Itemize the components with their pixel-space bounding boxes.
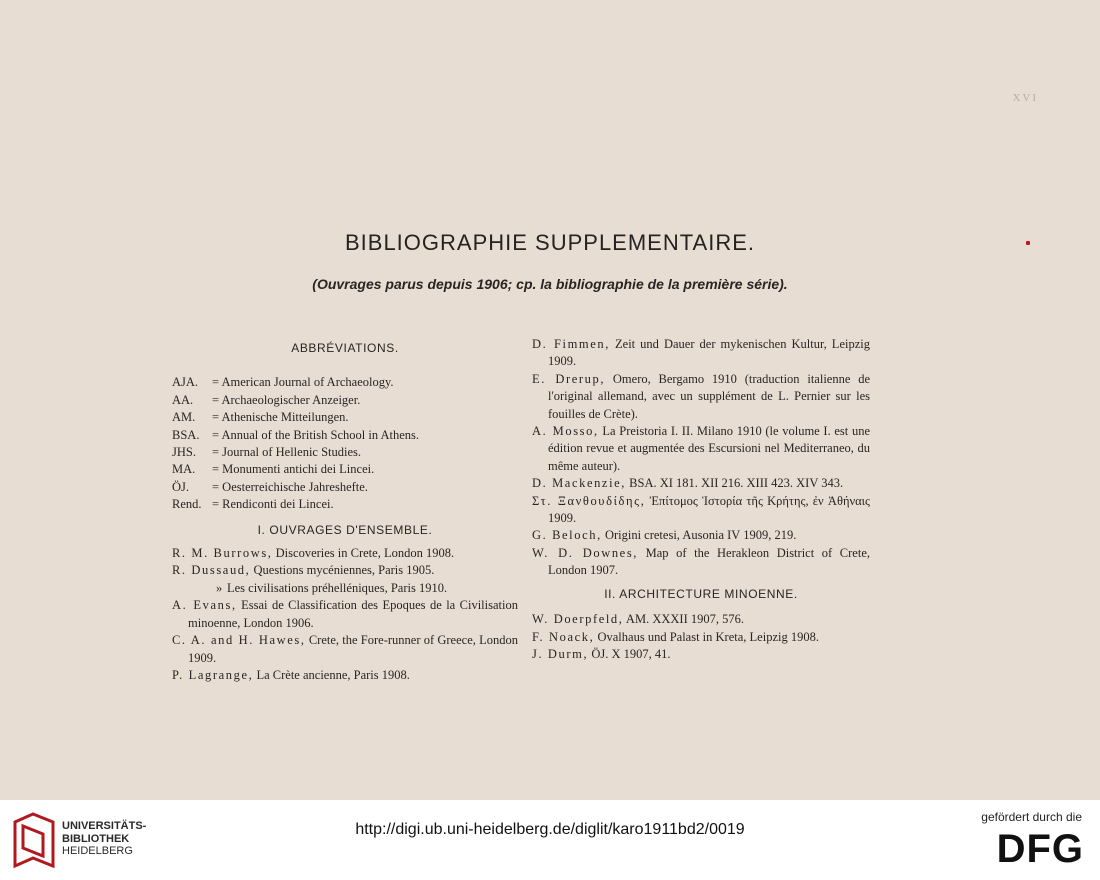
abbreviation-key: BSA. (172, 427, 200, 442)
bibliography-entry (532, 545, 870, 580)
funding-label: gefördert durch die (981, 810, 1082, 824)
entry-author: E. Drerup, (532, 371, 606, 386)
entry-author: Στ. Ξανθουδίδης, (532, 493, 646, 508)
entry-text: Crete, the Fore-runner of Greece, London 1909. (188, 633, 518, 665)
logo-line-1: UNIVERSITÄTS- (62, 820, 147, 832)
entry-author: A. Evans, (172, 598, 237, 613)
abbreviation-key: AM. (172, 410, 196, 425)
entry-text: La Preistoria I. II. Milano 1910 (le volume I. est une édition revue et augmentée des Escursioni nel Mediterraneo, du même auteur). (548, 424, 870, 473)
abbreviation-value: = Journal of Hellenic Studies. (212, 445, 362, 460)
entry-author: A. Mosso, (532, 424, 599, 439)
entry-text: Ovalhaus und Palast in Kreta, Leipzig 1908. (594, 629, 819, 644)
entry-text: BSA. XI 181. XII 216. XIII 423. XIV 343. (626, 476, 844, 491)
abbreviation-row (172, 409, 518, 426)
page-title: BIBLIOGRAPHIE SUPPLEMENTAIRE. (344, 230, 756, 255)
entry-text: Les civilisations préhelléniques, Paris 1910. (223, 580, 448, 595)
bibliography-entry (532, 475, 870, 492)
bibliography-entry (172, 562, 518, 579)
bibliography-entry (172, 545, 518, 562)
abbreviation-row (172, 374, 518, 391)
entry-author: P. Lagrange, (172, 667, 254, 682)
abbreviation-row (172, 444, 518, 461)
abbreviation-row (172, 427, 518, 444)
bibliography-entry (532, 646, 870, 663)
entry-text: Ἐπίτομος Ἱστορία τῆς Κρήτης, ἐν Ἀθήναις 1909. (548, 493, 870, 526)
abbreviation-key: Rend. (172, 497, 202, 512)
entry-text: Zeit und Dauer der mykenischen Kultur, Leipzig 1909. (548, 337, 870, 369)
entry-author: D. Fimmen, (532, 337, 610, 351)
page-subtitle: (Ouvrages parus depuis 1906; cp. la bibliographie de la première série). (312, 276, 788, 292)
abbreviation-value: = Oesterreichische Jahreshefte. (212, 479, 368, 494)
section-1-heading: I. OUVRAGES D'ENSEMBLE. (257, 522, 433, 537)
bibliography-entry (532, 493, 870, 528)
abbreviation-row (172, 392, 518, 409)
entry-text: Questions mycéniennes, Paris 1905. (250, 563, 435, 578)
abbreviation-row (172, 496, 518, 513)
bibliography-entry (532, 527, 870, 544)
entry-author: R. Dussaud, (172, 563, 251, 578)
entry-text: Discoveries in Crete, London 1908. (272, 546, 455, 561)
footer-bar (0, 800, 1100, 880)
abbreviation-key: MA. (172, 462, 196, 477)
abbreviation-key: JHS. (172, 445, 196, 460)
entry-text: AM. XXXII 1907, 576. (623, 612, 744, 627)
abbreviation-value: = Annual of the British School in Athens. (212, 427, 420, 442)
bibliography-entry (172, 667, 518, 684)
entry-author: R. M. Burrows, (172, 546, 273, 561)
bibliography-entry (532, 371, 870, 423)
entry-author: F. Noack, (532, 629, 595, 644)
abbreviation-value: = Rendiconti dei Lincei. (212, 497, 334, 512)
abbreviation-key: ÖJ. (172, 479, 190, 494)
library-logo-icon (13, 810, 55, 870)
abbreviations-heading: ABBRÉVIATIONS. (291, 341, 399, 355)
bibliography-entry (172, 580, 518, 597)
entry-text: Essai de Classification des Epoques de la Civilisation minoenne, London 1906. (188, 598, 518, 630)
bibliography-entry (532, 629, 870, 646)
entry-author: G. Beloch, (532, 528, 602, 543)
abbreviation-row (172, 479, 518, 496)
abbreviation-value: = Monumenti antichi dei Lincei. (212, 462, 375, 477)
left-column (172, 340, 518, 684)
abbreviation-row (172, 461, 518, 478)
right-column (532, 336, 870, 663)
running-head: XVI (1012, 92, 1038, 104)
bibliography-entry (532, 336, 870, 371)
permalink-url[interactable]: http://digi.ub.uni-heidelberg.de/diglit/karo1911bd2/0019 (355, 821, 745, 838)
bibliography-entry (172, 632, 518, 667)
section-2-heading: II. ARCHITECTURE MINOENNE. (604, 586, 798, 601)
entry-text: Map of the Herakleon District of Crete, London 1907. (548, 545, 870, 578)
entry-author: W. D. Downes, (532, 545, 639, 560)
logo-line-2: BIBLIOTHEK (62, 832, 130, 845)
bibliography-entry (172, 597, 518, 632)
entry-author: » (216, 580, 224, 595)
bibliography-entry (532, 611, 870, 628)
abbreviation-key: AJA. (172, 375, 199, 390)
entry-author: W. Doerpfeld, (532, 612, 624, 627)
abbreviation-value: = Archaeologischer Anzeiger. (212, 392, 361, 407)
entry-text: Origini cretesi, Ausonia IV 1909, 219. (601, 528, 797, 543)
bibliography-entry (532, 423, 870, 475)
logo-line-3: HEIDELBERG (62, 845, 133, 857)
dfg-logo: DFG (996, 827, 1084, 871)
abbreviation-value: = Athenische Mitteilungen. (212, 410, 349, 425)
entry-author: D. Mackenzie, (532, 476, 627, 491)
entry-author: J. Durm, (532, 646, 589, 661)
entry-author: C. A. and H. Hawes, (172, 633, 306, 648)
abbreviation-value: = American Journal of Archaeology. (212, 375, 394, 390)
entry-text: La Crète ancienne, Paris 1908. (253, 667, 410, 682)
abbreviation-key: AA. (172, 392, 194, 407)
entry-text: ÖJ. X 1907, 41. (588, 646, 671, 661)
entry-text: Omero, Bergamo 1910 (traduction italienne de l'original allemand, avec un supplément de L. Pernier sur les fouilles de Crète). (548, 371, 870, 421)
